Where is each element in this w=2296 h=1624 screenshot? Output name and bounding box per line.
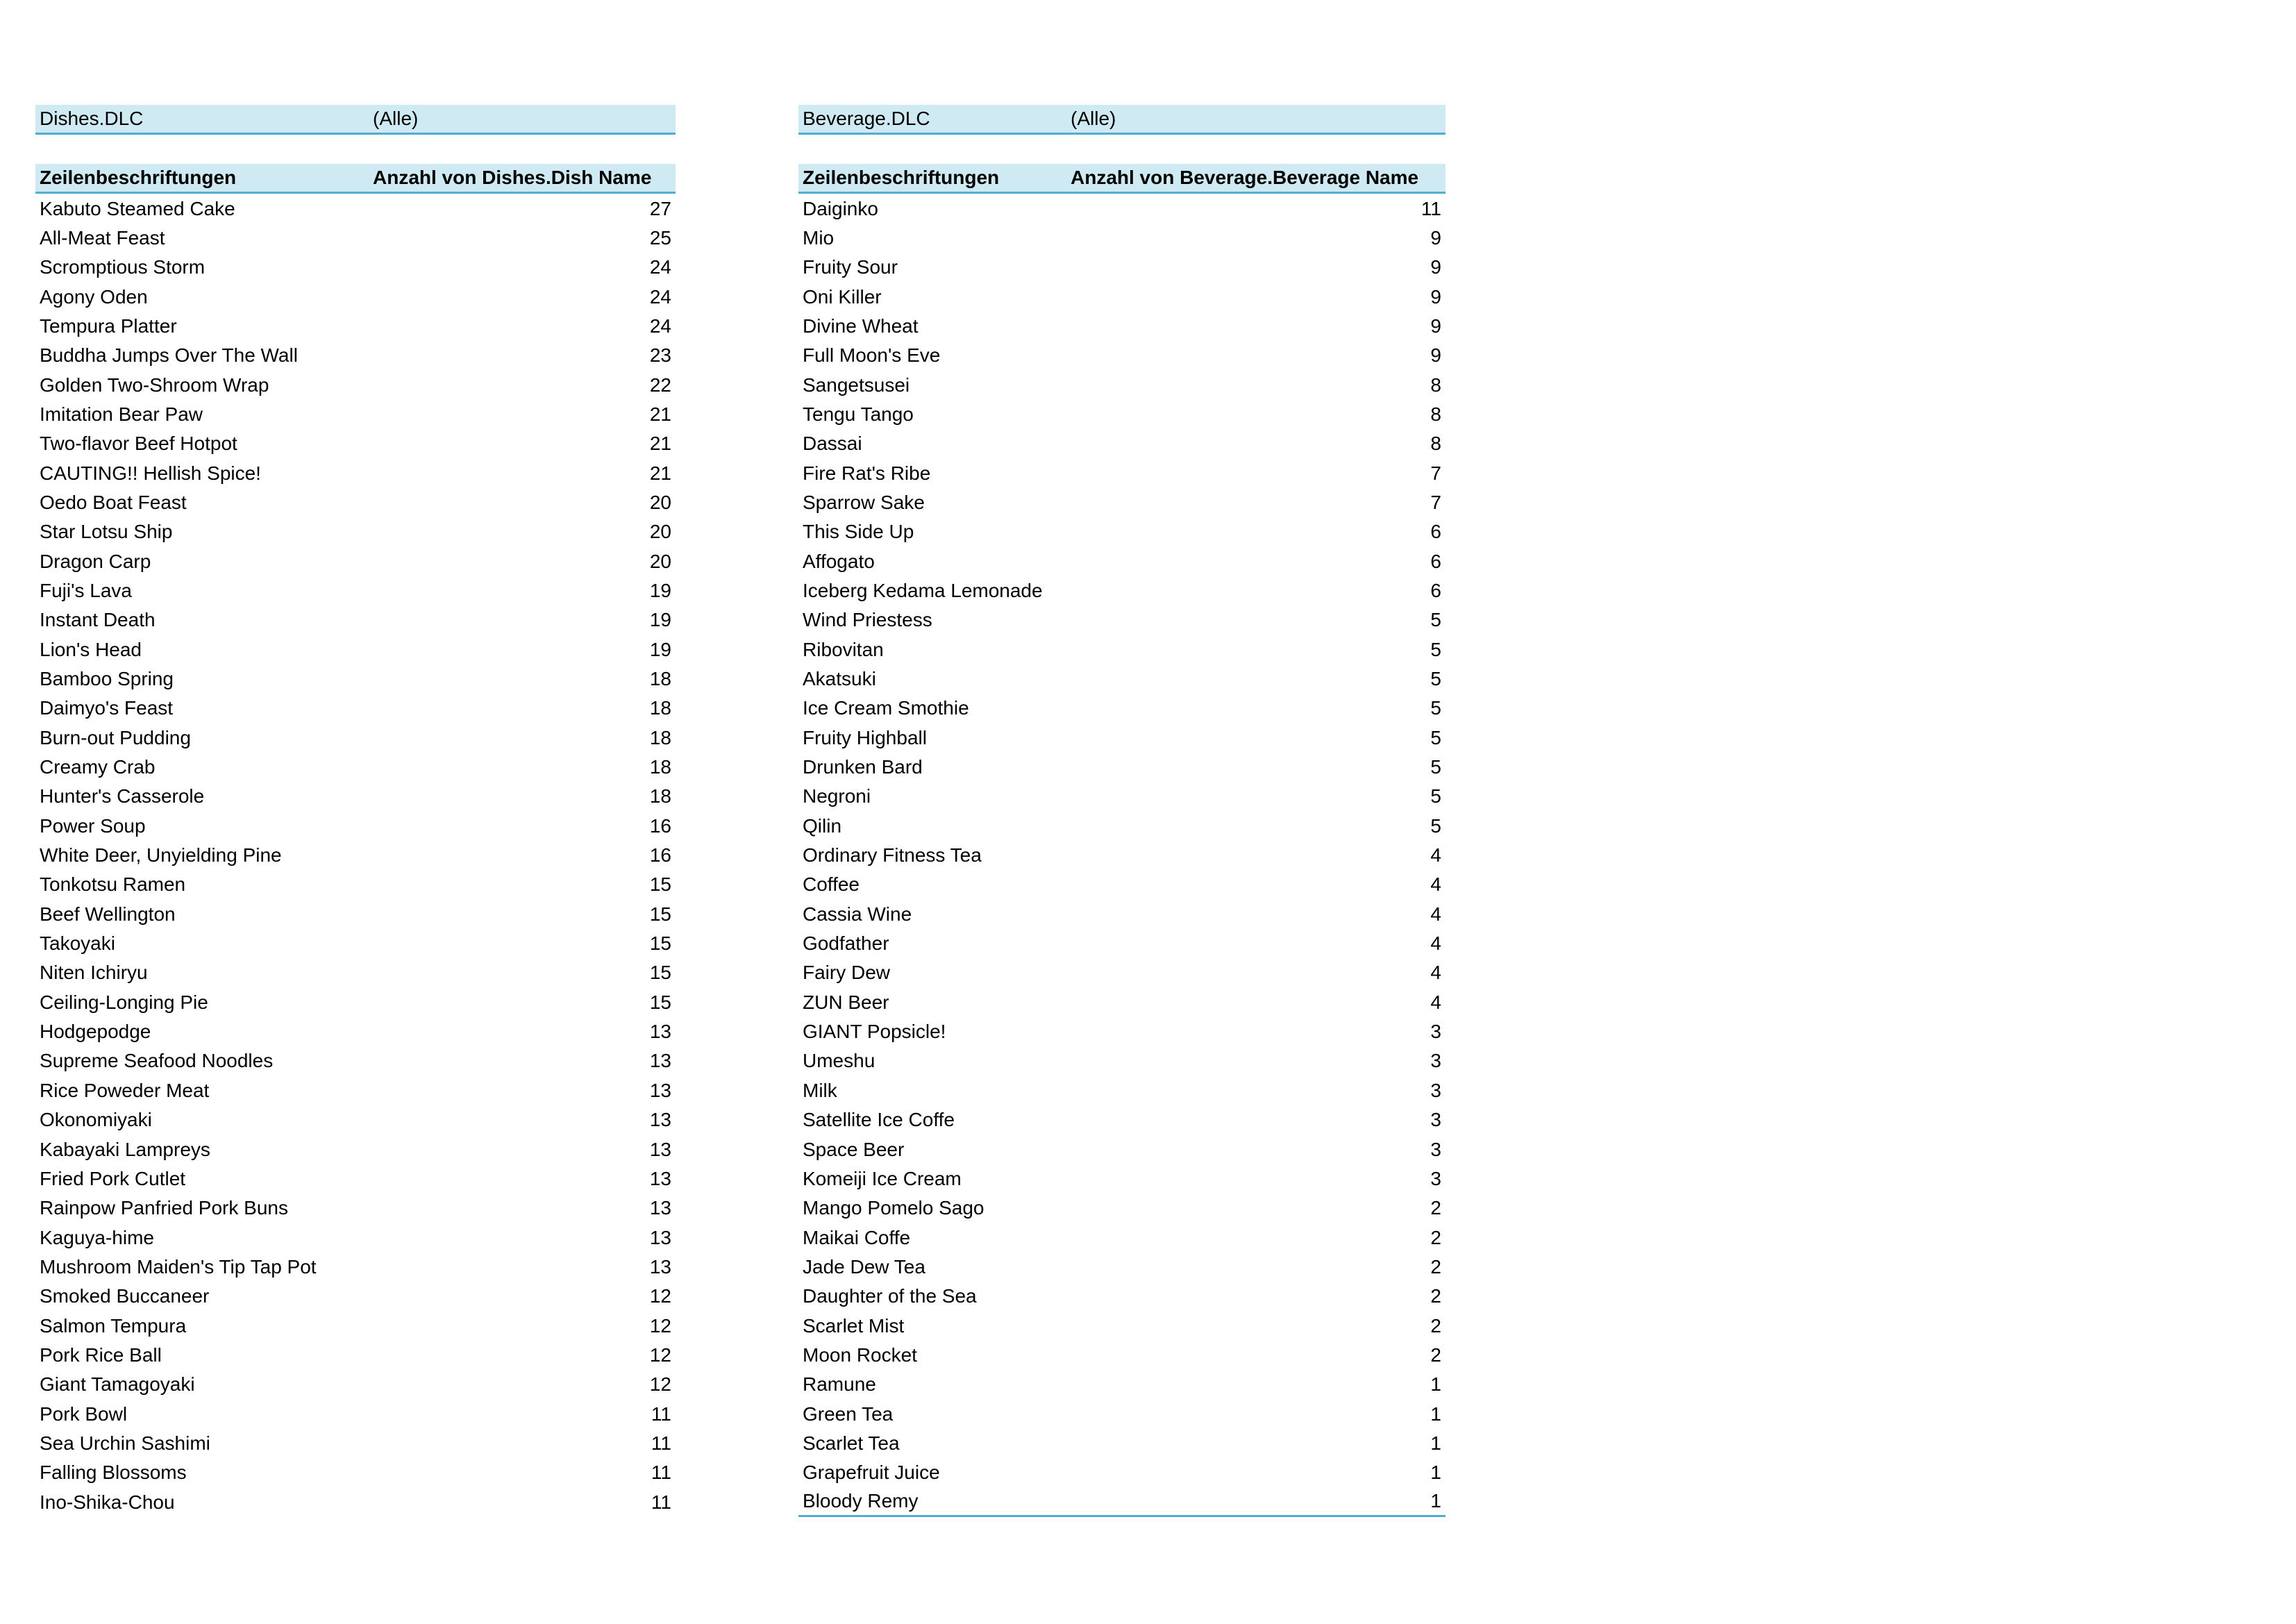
dishes-table-row[interactable] xyxy=(35,782,676,811)
beverage-row-label: Negroni xyxy=(803,785,871,807)
beverage-table-row[interactable] xyxy=(798,1311,1446,1340)
dishes-row-count: 19 xyxy=(649,638,671,660)
beverage-row-label: Moon Rocket xyxy=(803,1343,917,1366)
dishes-row-label: Agony Oden xyxy=(40,285,148,308)
beverage-row-count: 5 xyxy=(1430,609,1441,631)
dishes-row-count: 21 xyxy=(649,403,671,425)
dishes-row-count: 16 xyxy=(649,844,671,867)
dishes-filter-field: Dishes.DLC xyxy=(40,108,144,129)
dishes-table-row[interactable] xyxy=(35,1370,676,1399)
dishes-row-label: Pork Rice Ball xyxy=(40,1343,162,1366)
beverage-row-label: Bloody Remy xyxy=(803,1490,919,1512)
dishes-row-count: 11 xyxy=(651,1432,671,1454)
dishes-header-row xyxy=(35,164,676,194)
beverage-row-label: Affogato xyxy=(803,550,875,572)
beverage-row-label: Iceberg Kedama Lemonade xyxy=(803,579,1043,601)
dishes-row-label: Kabayaki Lampreys xyxy=(40,1138,210,1160)
dishes-row-label: Daimyo's Feast xyxy=(40,697,174,719)
beverage-row-label: Grapefruit Juice xyxy=(803,1462,940,1484)
dishes-row-label: Fuji's Lava xyxy=(40,579,132,601)
beverage-row-label: Fruity Sour xyxy=(803,256,898,278)
beverage-row-label: Fire Rat's Ribe xyxy=(803,462,931,484)
dishes-row-label: Pork Bowl xyxy=(40,1403,128,1425)
beverage-row-count: 1 xyxy=(1430,1490,1441,1512)
beverage-row-label: Ramune xyxy=(803,1373,876,1396)
dishes-row-count: 24 xyxy=(649,285,671,308)
beverage-row-count: 1 xyxy=(1430,1462,1441,1484)
dishes-row-count: 15 xyxy=(649,932,671,955)
dishes-row-label: Niten Ichiryu xyxy=(40,962,148,984)
beverage-row-count: 6 xyxy=(1430,521,1441,543)
beverage-row-count: 5 xyxy=(1430,756,1441,778)
beverage-row-count: 3 xyxy=(1430,1138,1441,1160)
beverage-row-label: Scarlet Mist xyxy=(803,1314,905,1337)
dishes-row-count: 15 xyxy=(649,903,671,925)
beverage-row-count: 9 xyxy=(1430,315,1441,337)
beverage-row-label: Qilin xyxy=(803,814,842,837)
beverage-table-row[interactable] xyxy=(798,1223,1446,1252)
dishes-row-count: 21 xyxy=(649,462,671,484)
beverage-table-row[interactable] xyxy=(798,1046,1446,1075)
dishes-row-label: Golden Two-Shroom Wrap xyxy=(40,374,269,396)
beverage-row-count: 7 xyxy=(1430,491,1441,513)
dishes-table-row[interactable] xyxy=(35,900,676,929)
dishes-row-count: 11 xyxy=(651,1462,671,1484)
beverage-row-count: 5 xyxy=(1430,785,1441,807)
dishes-row-labels-header[interactable]: Zeilenbeschriftungen xyxy=(40,167,237,189)
beverage-row-label: Drunken Bard xyxy=(803,756,923,778)
beverage-table-row[interactable] xyxy=(798,341,1446,370)
beverage-row-count: 4 xyxy=(1430,962,1441,984)
beverage-table-row[interactable] xyxy=(798,870,1446,899)
beverage-row-count: 5 xyxy=(1430,638,1441,660)
beverage-table-row[interactable] xyxy=(798,605,1446,635)
beverage-row-count: 5 xyxy=(1430,814,1441,837)
dishes-row-label: Beef Wellington xyxy=(40,903,176,925)
dishes-row-label: Power Soup xyxy=(40,814,146,837)
dishes-row-count: 12 xyxy=(649,1285,671,1307)
beverage-filter-field: Beverage.DLC xyxy=(803,108,930,129)
beverage-row-count: 4 xyxy=(1430,873,1441,896)
dishes-row-label: Smoked Buccaneer xyxy=(40,1285,210,1307)
dishes-row-count: 18 xyxy=(649,756,671,778)
beverage-row-count: 4 xyxy=(1430,991,1441,1013)
beverage-table-row[interactable] xyxy=(798,753,1446,782)
dishes-row-count: 13 xyxy=(649,1079,671,1101)
beverage-row-count: 2 xyxy=(1430,1285,1441,1307)
dishes-table-row[interactable] xyxy=(35,1164,676,1194)
beverage-row-label: ZUN Beer xyxy=(803,991,889,1013)
beverage-table-row[interactable] xyxy=(798,400,1446,429)
dishes-row-label: Buddha Jumps Over The Wall xyxy=(40,344,298,367)
beverage-rows xyxy=(798,194,1446,1516)
beverage-row-count: 3 xyxy=(1430,1079,1441,1101)
dishes-row-count: 21 xyxy=(649,433,671,455)
dishes-table-row[interactable] xyxy=(35,576,676,605)
dishes-table-row[interactable] xyxy=(35,958,676,987)
beverage-row-count: 4 xyxy=(1430,844,1441,867)
dishes-row-label: Two-flavor Beef Hotpot xyxy=(40,433,237,455)
beverage-row-count: 9 xyxy=(1430,226,1441,249)
dishes-row-count: 25 xyxy=(649,226,671,249)
beverage-table-row[interactable] xyxy=(798,1458,1446,1487)
dishes-table-row[interactable] xyxy=(35,870,676,899)
dishes-table-row[interactable] xyxy=(35,1282,676,1311)
beverage-row-label: Tengu Tango xyxy=(803,403,914,425)
dishes-table-row[interactable] xyxy=(35,1253,676,1282)
dishes-filter-row[interactable] xyxy=(35,105,676,135)
beverage-row-label: Daiginko xyxy=(803,197,878,219)
dishes-row-label: Kabuto Steamed Cake xyxy=(40,197,235,219)
beverage-row-label: Ice Cream Smothie xyxy=(803,697,969,719)
dishes-row-count: 22 xyxy=(649,374,671,396)
beverage-row-label: Daughter of the Sea xyxy=(803,1285,977,1307)
dishes-row-count: 15 xyxy=(649,873,671,896)
dishes-row-label: Supreme Seafood Noodles xyxy=(40,1050,274,1072)
dishes-row-count: 27 xyxy=(649,197,671,219)
dishes-row-label: Scromptious Storm xyxy=(40,256,206,278)
dishes-table-row[interactable] xyxy=(35,1458,676,1487)
dishes-row-count: 23 xyxy=(649,344,671,367)
beverage-row-count: 8 xyxy=(1430,403,1441,425)
dishes-table-row[interactable] xyxy=(35,370,676,399)
beverage-row-count: 7 xyxy=(1430,462,1441,484)
dishes-row-count: 20 xyxy=(649,521,671,543)
beverage-table-row[interactable] xyxy=(798,517,1446,546)
dishes-row-count: 12 xyxy=(649,1343,671,1366)
dishes-pivot-table xyxy=(35,105,676,1517)
beverage-table-row[interactable] xyxy=(798,664,1446,694)
beverage-row-label: Sangetsusei xyxy=(803,374,910,396)
dishes-table-row[interactable] xyxy=(35,224,676,253)
dishes-row-label: Salmon Tempura xyxy=(40,1314,187,1337)
dishes-table-row[interactable] xyxy=(35,194,676,223)
dishes-table-row[interactable] xyxy=(35,1399,676,1428)
beverage-table-row[interactable] xyxy=(798,488,1446,517)
dishes-table-row[interactable] xyxy=(35,1076,676,1105)
beverage-row-label: Godfather xyxy=(803,932,889,955)
dishes-row-count: 13 xyxy=(649,1050,671,1072)
beverage-table-row[interactable] xyxy=(798,282,1446,311)
dishes-row-label: Falling Blossoms xyxy=(40,1462,187,1484)
beverage-table-row[interactable] xyxy=(798,958,1446,987)
beverage-table-row[interactable] xyxy=(798,194,1446,223)
dishes-row-label: Takoyaki xyxy=(40,932,115,955)
spacer xyxy=(798,135,1446,164)
beverage-row-label: Full Moon's Eve xyxy=(803,344,941,367)
dishes-row-count: 18 xyxy=(649,726,671,748)
dishes-row-label: Hunter's Casserole xyxy=(40,785,205,807)
beverage-row-label: Umeshu xyxy=(803,1050,875,1072)
beverage-row-count: 3 xyxy=(1430,1109,1441,1131)
beverage-table-row[interactable] xyxy=(798,429,1446,458)
dishes-table-row[interactable] xyxy=(35,723,676,753)
beverage-row-count: 2 xyxy=(1430,1314,1441,1337)
beverage-row-labels-header[interactable]: Zeilenbeschriftungen xyxy=(803,167,1000,189)
dishes-table-row[interactable] xyxy=(35,458,676,487)
beverage-row-count: 2 xyxy=(1430,1255,1441,1278)
dishes-row-count: 13 xyxy=(649,1226,671,1248)
beverage-table-row[interactable] xyxy=(798,312,1446,341)
beverage-table-row[interactable] xyxy=(798,988,1446,1017)
beverage-row-label: GIANT Popsicle! xyxy=(803,1021,946,1043)
beverage-row-label: Oni Killer xyxy=(803,285,882,308)
beverage-row-label: Jade Dew Tea xyxy=(803,1255,925,1278)
dishes-table-row[interactable] xyxy=(35,1135,676,1164)
beverage-table-row[interactable] xyxy=(798,1164,1446,1194)
dishes-row-label: Giant Tamagoyaki xyxy=(40,1373,195,1396)
dishes-row-label: Okonomiyaki xyxy=(40,1109,152,1131)
dishes-row-label: Sea Urchin Sashimi xyxy=(40,1432,210,1454)
beverage-row-label: Green Tea xyxy=(803,1403,894,1425)
dishes-table-row[interactable] xyxy=(35,841,676,870)
beverage-table-row[interactable] xyxy=(798,1017,1446,1046)
beverage-row-label: Mio xyxy=(803,226,835,249)
beverage-table-row[interactable] xyxy=(798,723,1446,753)
beverage-row-count: 9 xyxy=(1430,256,1441,278)
dishes-row-count: 16 xyxy=(649,814,671,837)
dishes-row-label: Ino-Shika-Chou xyxy=(40,1491,175,1513)
beverage-filter-value[interactable]: (Alle) xyxy=(1071,108,1116,129)
beverage-row-label: Komeiji Ice Cream xyxy=(803,1167,962,1189)
dishes-count-header: Anzahl von Dishes.Dish Name xyxy=(373,167,652,189)
beverage-row-label: Mango Pomelo Sago xyxy=(803,1197,984,1219)
beverage-table-row[interactable] xyxy=(798,812,1446,841)
dishes-row-label: All-Meat Feast xyxy=(40,226,165,249)
beverage-table-row[interactable] xyxy=(798,576,1446,605)
beverage-row-label: Fruity Highball xyxy=(803,726,927,748)
beverage-row-label: Divine Wheat xyxy=(803,315,919,337)
beverage-row-label: Scarlet Tea xyxy=(803,1432,900,1454)
beverage-row-count: 8 xyxy=(1430,374,1441,396)
beverage-row-label: This Side Up xyxy=(803,521,914,543)
beverage-filter-row[interactable] xyxy=(798,105,1446,135)
beverage-row-count: 5 xyxy=(1430,668,1441,690)
dishes-row-label: Fried Pork Cutlet xyxy=(40,1167,186,1189)
beverage-row-count: 2 xyxy=(1430,1226,1441,1248)
dishes-table-row[interactable] xyxy=(35,1105,676,1135)
dishes-row-count: 24 xyxy=(649,256,671,278)
dishes-table-row[interactable] xyxy=(35,664,676,694)
dishes-row-label: Dragon Carp xyxy=(40,550,151,572)
dishes-table-row[interactable] xyxy=(35,1311,676,1340)
beverage-row-count: 11 xyxy=(1421,197,1441,219)
dishes-rows xyxy=(35,194,676,1516)
beverage-table-row[interactable] xyxy=(798,1399,1446,1428)
beverage-table-row[interactable] xyxy=(798,782,1446,811)
beverage-row-label: Satellite Ice Coffe xyxy=(803,1109,955,1131)
beverage-row-label: Akatsuki xyxy=(803,668,876,690)
beverage-row-count: 1 xyxy=(1430,1373,1441,1396)
beverage-row-label: Fairy Dew xyxy=(803,962,891,984)
beverage-row-count: 3 xyxy=(1430,1167,1441,1189)
dishes-table-row[interactable] xyxy=(35,341,676,370)
beverage-row-count: 4 xyxy=(1430,932,1441,955)
dishes-row-count: 12 xyxy=(649,1314,671,1337)
dishes-row-label: Oedo Boat Feast xyxy=(40,491,187,513)
beverage-row-label: Wind Priestess xyxy=(803,609,932,631)
beverage-table-row[interactable] xyxy=(798,900,1446,929)
beverage-row-count: 2 xyxy=(1430,1343,1441,1366)
dishes-table-row[interactable] xyxy=(35,312,676,341)
beverage-row-count: 4 xyxy=(1430,903,1441,925)
dishes-table-row[interactable] xyxy=(35,429,676,458)
dishes-table-row[interactable] xyxy=(35,1223,676,1252)
dishes-row-count: 13 xyxy=(649,1197,671,1219)
dishes-row-label: Burn-out Pudding xyxy=(40,726,191,748)
beverage-row-label: Ribovitan xyxy=(803,638,884,660)
beverage-row-label: Coffee xyxy=(803,873,860,896)
beverage-table-row[interactable] xyxy=(798,1282,1446,1311)
dishes-row-count: 20 xyxy=(649,491,671,513)
dishes-row-count: 18 xyxy=(649,785,671,807)
dishes-table-row[interactable] xyxy=(35,253,676,282)
dishes-row-label: Tonkotsu Ramen xyxy=(40,873,186,896)
beverage-table-row[interactable] xyxy=(798,1194,1446,1223)
beverage-row-count: 6 xyxy=(1430,550,1441,572)
dishes-table-row[interactable] xyxy=(35,282,676,311)
dishes-row-count: 15 xyxy=(649,962,671,984)
dishes-table-row[interactable] xyxy=(35,1429,676,1458)
beverage-table-row[interactable] xyxy=(798,1341,1446,1370)
dishes-row-label: White Deer, Unyielding Pine xyxy=(40,844,282,867)
dishes-table-row[interactable] xyxy=(35,753,676,782)
beverage-table-row[interactable] xyxy=(798,458,1446,487)
dishes-table-row[interactable] xyxy=(35,605,676,635)
beverage-row-label: Sparrow Sake xyxy=(803,491,925,513)
dishes-filter-value[interactable]: (Alle) xyxy=(373,108,419,129)
dishes-table-row[interactable] xyxy=(35,1487,676,1516)
dishes-table-row[interactable] xyxy=(35,812,676,841)
beverage-table-row[interactable] xyxy=(798,546,1446,576)
dishes-row-count: 24 xyxy=(649,315,671,337)
beverage-header-row xyxy=(798,164,1446,194)
dishes-table-row[interactable] xyxy=(35,488,676,517)
beverage-table-row[interactable] xyxy=(798,253,1446,282)
beverage-row-count: 1 xyxy=(1430,1403,1441,1425)
beverage-row-count: 5 xyxy=(1430,697,1441,719)
beverage-table-row[interactable] xyxy=(798,694,1446,723)
beverage-count-header: Anzahl von Beverage.Beverage Name xyxy=(1071,167,1419,189)
beverage-table-row[interactable] xyxy=(798,224,1446,253)
beverage-table-row[interactable] xyxy=(798,1253,1446,1282)
dishes-row-label: Bamboo Spring xyxy=(40,668,174,690)
dishes-row-count: 20 xyxy=(649,550,671,572)
dishes-row-label: Rainpow Panfried Pork Buns xyxy=(40,1197,288,1219)
dishes-row-count: 19 xyxy=(649,579,671,601)
beverage-table-row[interactable] xyxy=(798,929,1446,958)
dishes-row-count: 13 xyxy=(649,1255,671,1278)
dishes-table-row[interactable] xyxy=(35,929,676,958)
dishes-row-count: 13 xyxy=(649,1138,671,1160)
dishes-table-row[interactable] xyxy=(35,517,676,546)
dishes-table-row[interactable] xyxy=(35,1017,676,1046)
dishes-row-label: Rice Poweder Meat xyxy=(40,1079,210,1101)
dishes-row-count: 18 xyxy=(649,668,671,690)
dishes-row-label: Hodgepodge xyxy=(40,1021,151,1043)
beverage-row-count: 9 xyxy=(1430,344,1441,367)
beverage-table-row[interactable] xyxy=(798,1135,1446,1164)
dishes-row-count: 11 xyxy=(651,1403,671,1425)
dishes-table-row[interactable] xyxy=(35,988,676,1017)
beverage-table-row[interactable] xyxy=(798,635,1446,664)
dishes-row-count: 11 xyxy=(651,1491,671,1513)
dishes-table-row[interactable] xyxy=(35,1194,676,1223)
dishes-row-label: Tempura Platter xyxy=(40,315,177,337)
dishes-row-count: 13 xyxy=(649,1021,671,1043)
beverage-row-label: Cassia Wine xyxy=(803,903,912,925)
dishes-row-label: Creamy Crab xyxy=(40,756,156,778)
dishes-row-count: 19 xyxy=(649,609,671,631)
beverage-row-label: Space Beer xyxy=(803,1138,905,1160)
dishes-table-row[interactable] xyxy=(35,1046,676,1075)
beverage-row-label: Maikai Coffe xyxy=(803,1226,911,1248)
beverage-table-row[interactable] xyxy=(798,1105,1446,1135)
dishes-row-label: Star Lotsu Ship xyxy=(40,521,173,543)
dishes-table-row[interactable] xyxy=(35,694,676,723)
beverage-row-label: Ordinary Fitness Tea xyxy=(803,844,982,867)
beverage-row-count: 9 xyxy=(1430,285,1441,308)
beverage-row-count: 1 xyxy=(1430,1432,1441,1454)
beverage-row-count: 8 xyxy=(1430,433,1441,455)
dishes-row-count: 18 xyxy=(649,697,671,719)
dishes-row-count: 13 xyxy=(649,1167,671,1189)
beverage-row-label: Milk xyxy=(803,1079,837,1101)
dishes-row-label: Instant Death xyxy=(40,609,156,631)
dishes-table-row[interactable] xyxy=(35,546,676,576)
beverage-table-row[interactable] xyxy=(798,370,1446,399)
beverage-table-row[interactable] xyxy=(798,841,1446,870)
dishes-table-row[interactable] xyxy=(35,400,676,429)
dishes-row-count: 12 xyxy=(649,1373,671,1396)
dishes-row-label: Ceiling-Longing Pie xyxy=(40,991,208,1013)
beverage-pivot-table xyxy=(798,105,1446,1517)
dishes-row-label: Mushroom Maiden's Tip Tap Pot xyxy=(40,1255,317,1278)
dishes-table-row[interactable] xyxy=(35,1341,676,1370)
beverage-row-count: 3 xyxy=(1430,1021,1441,1043)
beverage-row-count: 3 xyxy=(1430,1050,1441,1072)
dishes-row-count: 13 xyxy=(649,1109,671,1131)
beverage-row-count: 6 xyxy=(1430,579,1441,601)
beverage-table-row[interactable] xyxy=(798,1487,1446,1516)
dishes-row-label: Kaguya-hime xyxy=(40,1226,154,1248)
dishes-row-count: 15 xyxy=(649,991,671,1013)
beverage-table-row[interactable] xyxy=(798,1076,1446,1105)
beverage-row-count: 2 xyxy=(1430,1197,1441,1219)
dishes-row-label: CAUTING!! Hellish Spice! xyxy=(40,462,261,484)
beverage-table-row[interactable] xyxy=(798,1370,1446,1399)
beverage-row-count: 5 xyxy=(1430,726,1441,748)
dishes-row-label: Imitation Bear Paw xyxy=(40,403,203,425)
spacer xyxy=(35,135,676,164)
dishes-table-row[interactable] xyxy=(35,635,676,664)
beverage-row-label: Dassai xyxy=(803,433,862,455)
dishes-row-label: Lion's Head xyxy=(40,638,142,660)
beverage-table-row[interactable] xyxy=(798,1429,1446,1458)
